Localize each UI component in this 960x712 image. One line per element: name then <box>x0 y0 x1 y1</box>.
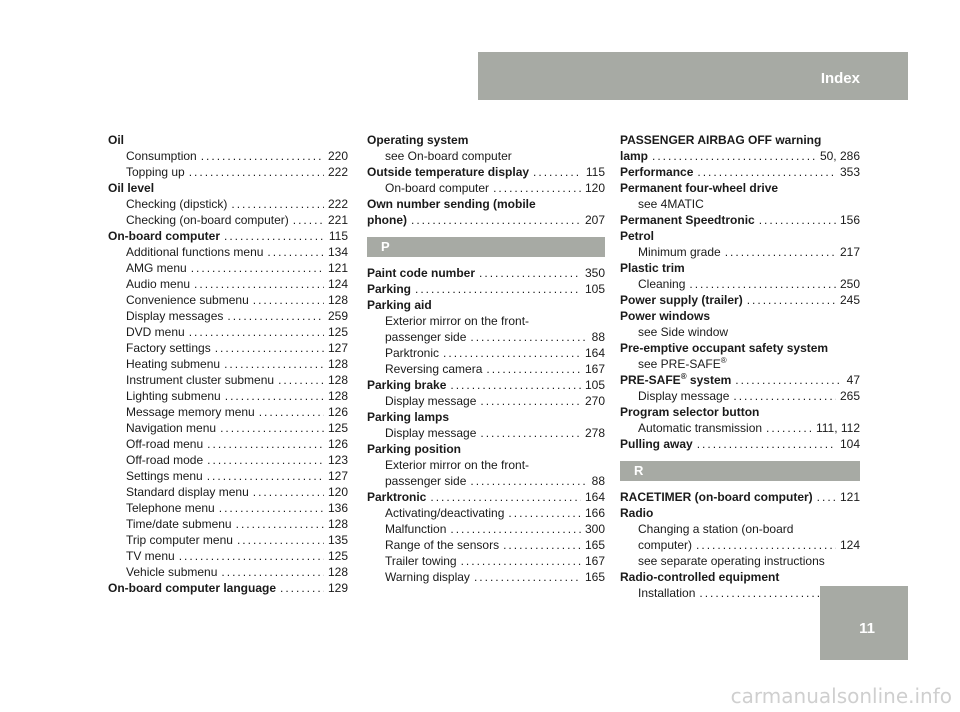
page-number: 11 <box>859 620 875 637</box>
index-entry: Trailer towing ..... 167 <box>367 553 605 569</box>
index-entry: phone) ..... 207 <box>367 212 605 228</box>
index-entry: Parktronic ..... 164 <box>367 489 605 505</box>
index-heading: Program selector button <box>620 405 760 419</box>
index-entry: Installation ..... <box>620 585 860 601</box>
index-entry: On-board computer ..... 120 <box>367 180 605 196</box>
index-entry: Off-road mode ..... 123 <box>108 452 348 468</box>
index-entry: Time/date submenu ..... 128 <box>108 516 348 532</box>
index-entry: Telephone menu ..... 136 <box>108 500 348 516</box>
index-entry: Range of the sensors ..... 165 <box>367 537 605 553</box>
index-entry: PRE-SAFE® system ..... 47 <box>620 372 860 388</box>
index-see-reference: see Side window <box>638 325 729 339</box>
index-entry: Minimum grade ..... 217 <box>620 244 860 260</box>
index-entry: Instrument cluster submenu ..... 128 <box>108 372 348 388</box>
index-heading: Own number sending (mobile <box>367 197 536 211</box>
index-heading: Radio <box>620 506 654 520</box>
index-heading: Parking lamps <box>367 410 450 424</box>
index-heading: Parking position <box>367 442 462 456</box>
index-entry: Consumption ..... 220 <box>108 148 348 164</box>
index-entry: Display message ..... 278 <box>367 425 605 441</box>
header-tab <box>478 52 908 100</box>
index-entry: Parking brake ..... 105 <box>367 377 605 393</box>
index-heading: Oil level <box>108 181 155 195</box>
index-entry: Permanent Speedtronic ..... 156 <box>620 212 860 228</box>
index-entry: Reversing camera ..... 167 <box>367 361 605 377</box>
index-entry: Warning display ..... 165 <box>367 569 605 585</box>
index-subentry: Exterior mirror on the front- <box>385 314 530 328</box>
index-heading: Radio-controlled equipment <box>620 570 780 584</box>
index-entry: Additional functions menu ..... 134 <box>108 244 348 260</box>
index-entry: Activating/deactivating ..... 166 <box>367 505 605 521</box>
index-entry: Trip computer menu ..... 135 <box>108 532 348 548</box>
index-heading: Operating system <box>367 133 469 147</box>
registered-mark: ® <box>720 356 727 365</box>
index-entry: Vehicle submenu ..... 128 <box>108 564 348 580</box>
index-entry: Lighting submenu ..... 128 <box>108 388 348 404</box>
index-entry: Pulling away ..... 104 <box>620 436 860 452</box>
index-entry: lamp ..... 50, 286 <box>620 148 860 164</box>
index-heading: Plastic trim <box>620 261 685 275</box>
index-entry: Navigation menu ..... 125 <box>108 420 348 436</box>
section-title: Index <box>820 70 860 87</box>
index-entry: Factory settings ..... 127 <box>108 340 348 356</box>
index-subentry: Exterior mirror on the front- <box>385 458 530 472</box>
index-entry: TV menu ..... 125 <box>108 548 348 564</box>
index-heading: Petrol <box>620 229 655 243</box>
index-entry: Display messages ..... 259 <box>108 308 348 324</box>
index-column-1 <box>108 132 348 596</box>
index-heading: PASSENGER AIRBAG OFF warning <box>620 133 822 147</box>
index-entry: Topping up ..... 222 <box>108 164 348 180</box>
letter-section-r: R <box>620 461 860 481</box>
index-entry: Heating submenu ..... 128 <box>108 356 348 372</box>
index-column-3 <box>620 132 860 601</box>
index-entry: Performance ..... 353 <box>620 164 860 180</box>
page-number-tab <box>820 586 908 660</box>
index-entry: passenger side ..... 88 <box>367 329 605 345</box>
index-entry: DVD menu ..... 125 <box>108 324 348 340</box>
index-entry: Malfunction ..... 300 <box>367 521 605 537</box>
index-column-2 <box>367 132 605 585</box>
index-entry: Settings menu ..... 127 <box>108 468 348 484</box>
index-entry: passenger side ..... 88 <box>367 473 605 489</box>
watermark: carmanualsonline.info <box>730 684 952 708</box>
index-entry: AMG menu ..... 121 <box>108 260 348 276</box>
index-see-reference: see 4MATIC <box>638 197 704 211</box>
index-heading: Parking aid <box>367 298 432 312</box>
index-entry: Paint code number ..... 350 <box>367 265 605 281</box>
index-see-reference: see PRE-SAFE® <box>638 356 727 371</box>
index-heading: Power windows <box>620 309 711 323</box>
index-entry: Convenience submenu ..... 128 <box>108 292 348 308</box>
index-entry: Parktronic ..... 164 <box>367 345 605 361</box>
index-entry: Parking ..... 105 <box>367 281 605 297</box>
index-entry: Power supply (trailer) ..... 245 <box>620 292 860 308</box>
index-entry: On-board computer language ..... 129 <box>108 580 348 596</box>
index-heading: Pre-emptive occupant safety system <box>620 341 829 355</box>
index-entry: RACETIMER (on-board computer) ..... 121 <box>620 489 860 505</box>
index-entry: On-board computer ..... 115 <box>108 228 348 244</box>
index-subentry: Changing a station (on-board <box>638 522 794 536</box>
registered-mark: ® <box>680 372 687 381</box>
index-entry: Cleaning ..... 250 <box>620 276 860 292</box>
index-entry: Checking (on-board computer) ..... 221 <box>108 212 348 228</box>
index-heading: Permanent four-wheel drive <box>620 181 779 195</box>
index-entry: Message memory menu ..... 126 <box>108 404 348 420</box>
index-entry: Outside temperature display ..... 115 <box>367 164 605 180</box>
index-entry: computer) ..... 124 <box>620 537 860 553</box>
index-see-reference: see separate operating instructions <box>638 554 825 568</box>
index-entry: Audio menu ..... 124 <box>108 276 348 292</box>
index-entry: Checking (dipstick) ..... 222 <box>108 196 348 212</box>
index-entry: Automatic transmission ..... 111, 112 <box>620 420 860 436</box>
index-see-reference: see On-board computer <box>385 149 512 163</box>
index-entry: Display message ..... 265 <box>620 388 860 404</box>
letter-section-p: P <box>367 237 605 257</box>
index-entry: Display message ..... 270 <box>367 393 605 409</box>
index-heading: Oil <box>108 133 125 147</box>
index-entry: Off-road menu ..... 126 <box>108 436 348 452</box>
index-entry: Standard display menu ..... 120 <box>108 484 348 500</box>
